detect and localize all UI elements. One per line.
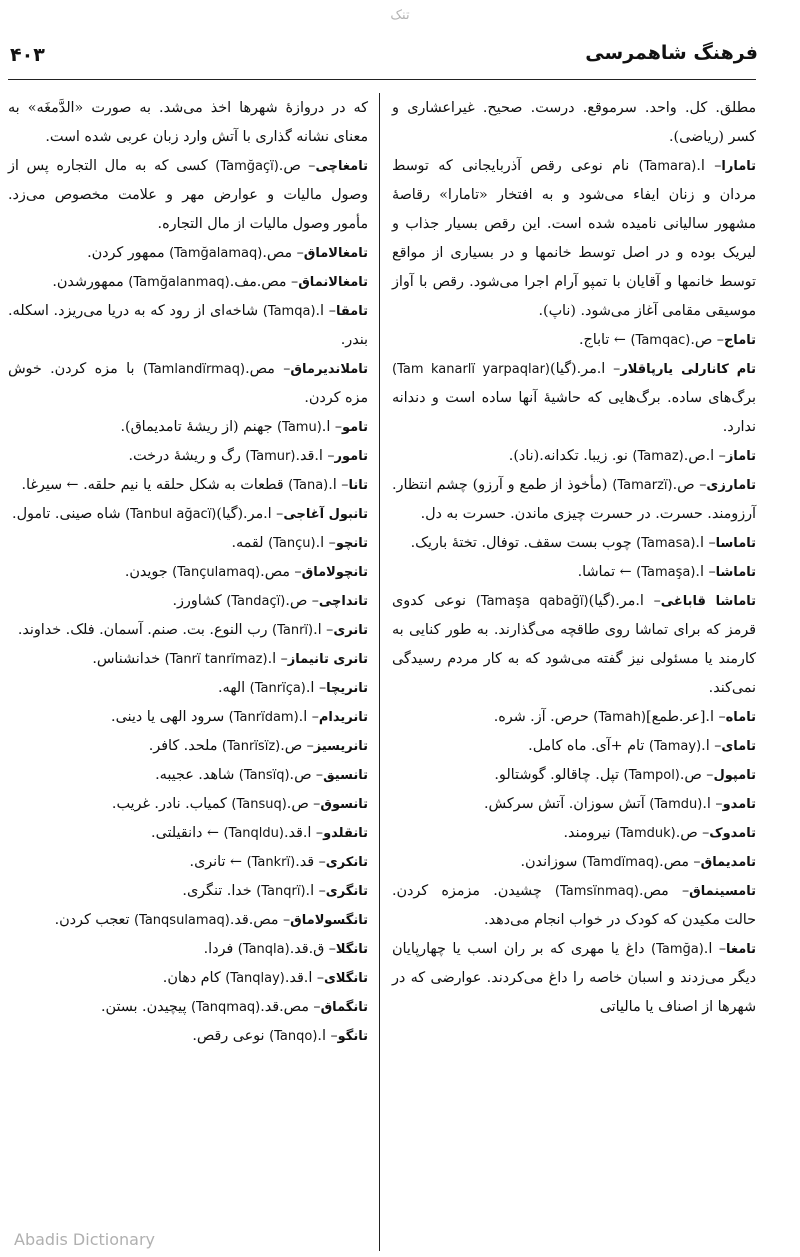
entry-pos: ا.قد. <box>284 970 313 986</box>
entry-headword: تامسینماق <box>689 884 756 899</box>
dictionary-entry: تامدیماق– مص.(Tamdïmaq) سوزاندن. <box>520 854 756 870</box>
entry-definition: سرود الهی یا دینی. <box>111 709 225 725</box>
entry-headword: تانری تانیماز <box>287 652 368 667</box>
entry-headword: تاملاندیرماق <box>290 362 368 377</box>
entry-pos: ا. <box>305 680 315 696</box>
entry-headword: تانریدام <box>318 710 368 725</box>
dictionary-entry: تامارزی– ص.(Tamarzï) (مأخوذ از طمع و آرزو) چشم انتظار. آرزومند. حسرت. در حسرت چیزی ماندن. حسرت به دل. <box>392 477 756 522</box>
entry-definition: الهه. <box>217 680 246 696</box>
dictionary-entry: تانقلدو– ا.قد.(Tanqldu) ← دانقیلتی. <box>151 825 368 841</box>
entry-pos: ا. <box>267 651 277 667</box>
entry-definition: حرص. آز. شره. <box>493 709 589 725</box>
entry-definition: کام دهان. <box>162 970 221 986</box>
entry-latin: (Tanqo) <box>269 1029 318 1044</box>
entry-definition: چوب بست سقف. توفال. تختهٔ باریک. <box>410 535 632 551</box>
dictionary-entry: تامغا– ا.(Tamğa) داغ یا مهری که بر ران اسب یا چهارپایان دیگر می‌زدند و اسبان خاصه را داغ می‌کردند. عوارضی که در شهرها از اصناف یا مالیاتی <box>392 941 756 1015</box>
right-column <box>392 94 756 1022</box>
entry-latin: (Tansuq) <box>231 797 287 812</box>
dictionary-entry: تامای– ا.(Tamay) تام +آی. ماه کامل. <box>528 738 756 754</box>
entry-headword: تامارزی <box>706 478 756 493</box>
entry-latin: (Tançulamaq) <box>172 565 261 580</box>
entry-headword: تامغاچی <box>315 159 368 174</box>
entry-pos: ا. <box>702 796 711 812</box>
entry-headword: تانگو <box>337 1029 368 1044</box>
dictionary-entry: تانبول آغاجی– ا.مر.(گیا)(Tanbul ağacï) شاه صینی. تامول. <box>12 506 368 522</box>
entry-definition: داغ یا مهری که بر ران اسب یا چهارپایان دیگر می‌زدند و اسبان خاصه را داغ می‌کردند. عوارضی که در شهرها از اصناف یا مالیاتی <box>392 941 756 1015</box>
left-column <box>8 94 368 1051</box>
entry-latin: (Tamqac) <box>630 333 691 348</box>
entry-latin: (Tanbul ağacï) <box>125 507 217 522</box>
dictionary-entry: تامسینماق– مص.(Tamsïnmaq) چشیدن. مزمزه کردن. حالت مکیدن که کودک در خواب انجام می‌دهد. <box>392 883 756 928</box>
entry-headword: تامقا <box>335 304 368 319</box>
entry-latin: (Tamaz) <box>632 449 684 464</box>
entry-latin: (Tandaçï) <box>226 594 286 609</box>
dictionary-entry: تاملاندیرماق– مص.(Tamlandïrmaq) با مزه کردن. خوش مزه کردن. <box>8 361 368 406</box>
entry-latin: (Tamqa) <box>262 304 316 319</box>
entry-latin: (Tanqmaq) <box>190 1000 261 1015</box>
dictionary-entry: تانری– ا.(Tanrï) رب النوع. بت. صنم. آسمان. فلک. خداوند. <box>17 622 368 638</box>
entry-pos: مص. <box>659 854 689 870</box>
entry-definition: (مأخوذ از طمع و آرزو) چشم انتظار. آرزومند. حسرت. در حسرت چیزی ماندن. حسرت به دل. <box>392 477 756 522</box>
entry-headword: تامغا <box>725 942 756 957</box>
dictionary-entry: تانکری– قد.(Tankrï) ← تانری. <box>189 854 368 870</box>
entry-definition: آتش سوزان. آتش سرکش. <box>484 796 645 812</box>
entry-definition: تعجب کردن. <box>54 912 130 928</box>
entry-latin: (Tamğalamaq) <box>169 246 263 261</box>
entry-headword: تانگماق <box>320 1000 368 1015</box>
entry-pos: ص. <box>679 767 702 783</box>
dictionary-entry: تانا– ا.(Tana) قطعات به شکل حلقه یا نیم حلقه. ← سیرغا. <box>21 477 368 493</box>
entry-latin: (Tamğa) <box>651 942 704 957</box>
dictionary-entry: تانگسولاماق– مص.قد.(Tanqsulamaq) تعجب کردن. <box>54 912 368 928</box>
entry-latin: (Tana) <box>288 478 329 493</box>
entry-pos: مص.مف. <box>229 274 287 290</box>
entry-latin: (Tanrï tanrïmaz) <box>164 652 268 667</box>
entry-headword: تانداچی <box>318 594 368 609</box>
entry-definition: ممهور کردن. <box>87 245 165 261</box>
entry-headword: تانگلای <box>324 971 368 986</box>
entry-pos: ص. <box>278 158 301 174</box>
entry-latin: (Tanrïdam) <box>228 710 299 725</box>
entry-definition: لقمه. <box>231 535 264 551</box>
entry-pos: ا.ص. <box>683 448 715 464</box>
dictionary-entry: تاماه– ا.[عر.طمع](Tamah) حرص. آز. شره. <box>493 709 756 725</box>
entry-pos: ص. <box>280 738 303 754</box>
book-title: فرهنگ شاهمرسی <box>585 42 758 64</box>
entry-pos: ا.مر.(گیا) <box>216 506 272 522</box>
entry-headword: تانریچا <box>326 681 368 696</box>
entry-latin: (Tamğaçï) <box>215 159 279 174</box>
entry-pos: ص. <box>286 796 309 812</box>
dictionary-entry: تانریچا– ا.(Tanrïça) الهه. <box>217 680 368 696</box>
entry-headword: تانسوق <box>320 797 368 812</box>
entry-pos: مص.قد. <box>229 912 279 928</box>
entry-headword: تانسیق <box>323 768 368 783</box>
entry-latin: (Tamu) <box>276 420 322 435</box>
entry-definition: تام +آی. ماه کامل. <box>528 738 645 754</box>
entry-pos: ا. <box>317 1028 326 1044</box>
entry-definition: کسی که به مال التجاره پس از وصول مالیات و عوارض مهر و علامت مخصوص می‌زد. مأمور وصول مالیات از مال التجاره. <box>8 158 368 232</box>
entry-latin: (Tanrï) <box>272 623 314 638</box>
entry-latin: (Tamasa) <box>636 536 696 551</box>
dictionary-entry: تانداچی– ص.(Tandaçï) کشاورز. <box>172 593 368 609</box>
entry-definition: کشاورز. <box>172 593 222 609</box>
entry-pos: مص.قد. <box>260 999 309 1015</box>
entry-definition: خدانشناس. <box>92 651 161 667</box>
entry-pos: ص. <box>690 332 713 348</box>
dictionary-entry: تاماج– ص.(Tamqac) ← تاباج. <box>578 332 756 348</box>
dictionary-entry <box>8 94 368 152</box>
entry-pos: ا.مر.(گیا) <box>588 593 644 609</box>
entry-pos: ق.قد. <box>289 941 325 957</box>
entry-pos: ا. <box>313 622 322 638</box>
entry-definition: جویدن. <box>124 564 168 580</box>
entry-pos: مص. <box>639 883 669 899</box>
dictionary-entry: تانسیق– ص.(Tansïq) شاهد. عجیبه. <box>155 767 368 783</box>
entry-latin: (Tanrïsïz) <box>221 739 281 754</box>
dictionary-entry: تانگماق– مص.قد.(Tanqmaq) پیچیدن. بستن. <box>101 999 368 1015</box>
dictionary-entry: تانری تانیماز– ا.(Tanrï tanrïmaz) خدانشناس. <box>92 651 368 667</box>
entry-definition: پیچیدن. بستن. <box>101 999 187 1015</box>
entry-definition: که در دروازهٔ شهرها اخذ می‌شد. به صورت «الدَّمغَه» به معنای نشانه گذاری با آتش وارد زبان عربی شده است. <box>8 100 368 145</box>
entry-pos: ص. <box>672 477 695 493</box>
entry-latin: (Tamğalanmaq) <box>128 275 230 290</box>
entry-pos: ا. <box>695 535 704 551</box>
entry-pos: ا. <box>696 158 705 174</box>
entry-definition: با مزه کردن. خوش مزه کردن. <box>8 361 368 406</box>
entry-headword: تانریسیز <box>313 739 368 754</box>
entry-headword: تاماشا قاباغی <box>660 594 757 609</box>
entry-latin: (Tamara) <box>638 159 697 174</box>
dictionary-entry: تامپول– ص.(Tampol) تپل. چاقالو. گوشتالو. <box>494 767 756 783</box>
dictionary-entry: تانچو– ا.(Tançu) لقمه. <box>231 535 368 551</box>
entry-definition: تپل. چاقالو. گوشتالو. <box>494 767 619 783</box>
entry-definition: رگ و ریشهٔ درخت. <box>128 448 241 464</box>
entry-definition: ← دانقیلتی. <box>151 825 219 841</box>
entry-pos: ا. <box>298 709 308 725</box>
header-rule <box>8 79 756 80</box>
entry-headword: تانچولاماق <box>301 565 368 580</box>
entry-definition: شاهد. عجیبه. <box>155 767 235 783</box>
entry-headword: تاماه <box>725 710 756 725</box>
entry-headword: تامغالانماق <box>298 275 368 290</box>
dictionary-entry: تاماز– ا.ص.(Tamaz) نو. زیبا. تکدانه.(ناد). <box>508 448 756 464</box>
entry-headword: تانگلا <box>335 942 368 957</box>
dictionary-entry <box>392 94 756 152</box>
entry-pos: ا. <box>328 477 337 493</box>
entry-latin: (Tansïq) <box>238 768 290 783</box>
entry-definition: شاه صینی. تامول. <box>12 506 121 522</box>
dictionary-entry: تامارا– ا.(Tamara) نام نوعی رقص آذربایجانی که توسط مردان و زنان ایفاء می‌شود و به افتخار «تامارا» رقاصهٔ مشهور سالیانی نامیده شده است. این رقص بسیار جذاب و لیریک بوده و در اصل توسط خانمها و در بسیاری از مواقع توسط خانمها و آقایان با تمپو آرام اجرا می‌شود. رقص با آواز موسیقی مقامی آغاز می‌شود. (ناپ). <box>392 158 757 319</box>
entry-headword: تامغالاماق <box>303 246 368 261</box>
entry-definition: نیرومند. <box>563 825 611 841</box>
entry-latin: (Tam kanarlï yarpaqlar) <box>392 362 550 377</box>
entry-pos: ا. <box>695 564 704 580</box>
entry-latin: (Tamdïmaq) <box>581 855 660 870</box>
entry-latin: (Tanrïça) <box>249 681 306 696</box>
entry-headword: تانگسولاماق <box>290 913 368 928</box>
dictionary-entry: تانگلا– ق.قد.(Tanqla) فردا. <box>203 941 368 957</box>
entry-headword: تانبول آغاجی <box>283 507 368 522</box>
entry-pos: ا.قد. <box>283 825 312 841</box>
entry-headword: تاماسا <box>715 536 756 551</box>
entry-latin: (Tamur) <box>245 449 296 464</box>
entry-headword: تانچو <box>335 536 368 551</box>
entry-latin: (Tamah) <box>593 710 647 725</box>
dictionary-entry: تام کانارلی یارپاقلار– ا.مر.(گیا)(Tam kanarlï yarpaqlar) برگ‌های ساده. برگ‌هایی که حاشیهٔ آنها ساده است و دندانه ندارد. <box>392 361 756 435</box>
page-number: ۴۰۳ <box>10 44 45 66</box>
entry-pos: مص. <box>260 564 290 580</box>
entry-pos: ا.مر.(گیا) <box>550 361 606 377</box>
entry-definition: نو. زیبا. تکدانه.(ناد). <box>508 448 628 464</box>
entry-latin: (Tanqla) <box>237 942 290 957</box>
entry-definition: شاخه‌ای از رود که به دریا می‌ریزد. اسکله. بندر. <box>8 303 368 348</box>
entry-definition: رب النوع. بت. صنم. آسمان. فلک. خداوند. <box>17 622 268 638</box>
entry-headword: تامارا <box>721 159 757 174</box>
dictionary-entry: تاماشا قاباغی– ا.مر.(گیا)(Tamaşa qabağï) نوعی کدوی قرمز که برای تماشا روی طاقچه می‌گذارند. به طور کنایی به کارمند یا مسئولی نیز گفته می‌شود که به کار مردم رسیدگی نمی‌کند. <box>392 593 757 696</box>
entry-headword: تامپول <box>713 768 756 783</box>
entry-headword: تامای <box>721 739 756 754</box>
dictionary-entry: تاماشا– ا.(Tamaşa) ← تماشا. <box>577 564 756 580</box>
entry-headword: تام کانارلی یارپاقلار <box>620 362 756 377</box>
entry-headword: تانقلدو <box>323 826 368 841</box>
dictionary-entry: تانچولاماق– مص.(Tançulamaq) جویدن. <box>124 564 368 580</box>
entry-definition: ← تماشا. <box>577 564 632 580</box>
entry-headword: تامدو <box>722 797 756 812</box>
entry-headword: تامدیماق <box>700 855 756 870</box>
entry-headword: تانکری <box>325 855 368 870</box>
entry-definition: قطعات به شکل حلقه یا نیم حلقه. ← سیرغا. <box>21 477 284 493</box>
dictionary-entry: تامغالاماق– مص.(Tamğalamaq) ممهور کردن. <box>87 245 368 261</box>
entry-latin: (Tanqlay) <box>225 971 285 986</box>
entry-headword: تاماج <box>723 333 756 348</box>
entry-pos: ا. <box>321 419 331 435</box>
dictionary-entry: تانریسیز– ص.(Tanrïsïz) ملحد. کافر. <box>148 738 368 754</box>
entry-latin: (Tankrï) <box>246 855 296 870</box>
entry-latin: (Tamarzï) <box>612 478 673 493</box>
entry-definition: سوزاندن. <box>520 854 578 870</box>
entry-headword: تاماشا <box>715 565 756 580</box>
entry-pos: قد. <box>295 854 315 870</box>
dictionary-entry: تامو– ا.(Tamu) جهنم (از ریشهٔ تامدیماق). <box>120 419 368 435</box>
entry-definition: مطلق. کل. واحد. سرموقع. درست. صحیح. غیراعشاری و کسر (ریاضی). <box>392 100 756 145</box>
watermark: Abadis Dictionary <box>14 1230 155 1249</box>
entry-definition: خدا. تنگری. <box>182 883 252 899</box>
dictionary-entry: تانگری– ا.(Tanqrï) خدا. تنگری. <box>182 883 368 899</box>
entry-headword: تانا <box>348 478 368 493</box>
dictionary-entry: تامور– ا.قد.(Tamur) رگ و ریشهٔ درخت. <box>128 448 368 464</box>
entry-latin: (Tamaşa qabağï) <box>475 594 589 609</box>
dictionary-entry: تامغالانماق– مص.مف.(Tamğalanmaq) ممهورشدن. <box>52 274 368 290</box>
entry-pos: ا. <box>701 738 710 754</box>
entry-definition: کمیاب. نادر. غریب. <box>111 796 227 812</box>
entry-pos: ا.قد. <box>295 448 323 464</box>
entry-latin: (Tamduk) <box>615 826 676 841</box>
entry-definition: جهنم (از ریشهٔ تامدیماق). <box>120 419 273 435</box>
entry-pos: مص. <box>262 245 293 261</box>
entry-pos: ص. <box>675 825 698 841</box>
entry-latin: (Tançu) <box>268 536 316 551</box>
entry-pos: ا.[عر.طمع] <box>646 709 714 725</box>
entry-pos: ا. <box>315 535 325 551</box>
top-word: تنک <box>390 8 410 23</box>
dictionary-entry: تاماسا– ا.(Tamasa) چوب بست سقف. توفال. تختهٔ باریک. <box>410 535 756 551</box>
dictionary-entry: تامدوک– ص.(Tamduk) نیرومند. <box>563 825 756 841</box>
entry-definition: برگ‌های ساده. برگ‌هایی که حاشیهٔ آنها ساده است و دندانه ندارد. <box>392 390 756 435</box>
entry-definition: نوعی رقص. <box>192 1028 265 1044</box>
entry-pos: ص. <box>289 767 312 783</box>
entry-pos: ا. <box>315 303 325 319</box>
entry-latin: (Tamsïnmaq) <box>554 884 639 899</box>
dictionary-entry: تانسوق– ص.(Tansuq) کمیاب. نادر. غریب. <box>111 796 368 812</box>
entry-latin: (Tamay) <box>648 739 702 754</box>
dictionary-entry: تامقا– ا.(Tamqa) شاخه‌ای از رود که به دریا می‌ریزد. اسکله. بندر. <box>8 303 368 348</box>
dictionary-entry: تامغاچی– ص.(Tamğaçï) کسی که به مال التجاره پس از وصول مالیات و عوارض مهر و علامت مخصوص می‌زد. مأمور وصول مالیات از مال التجاره. <box>8 158 368 232</box>
entry-definition: فردا. <box>203 941 234 957</box>
entry-pos: ص. <box>285 593 308 609</box>
entry-latin: (Tanqrï) <box>256 884 306 899</box>
dictionary-entry: تانگو– ا.(Tanqo) نوعی رقص. <box>192 1028 368 1044</box>
entry-definition: ← تاباج. <box>578 332 626 348</box>
entry-headword: تامور <box>334 449 368 464</box>
entry-latin: (Tanqsulamaq) <box>133 913 230 928</box>
entry-definition: ممهورشدن. <box>52 274 124 290</box>
entry-headword: تاماز <box>725 449 756 464</box>
entry-latin: (Tamdu) <box>649 797 703 812</box>
entry-headword: تامدوک <box>709 826 756 841</box>
entry-pos: ا. <box>305 883 315 899</box>
entry-pos: مص. <box>245 361 275 377</box>
entry-latin: (Tampol) <box>623 768 680 783</box>
dictionary-entry: تانگلای– ا.قد.(Tanqlay) کام دهان. <box>162 970 368 986</box>
entry-definition: چشیدن. مزمزه کردن. حالت مکیدن که کودک در خواب انجام می‌دهد. <box>392 883 756 928</box>
entry-headword: تانری <box>333 623 368 638</box>
dictionary-entry: تانریدام– ا.(Tanrïdam) سرود الهی یا دینی. <box>111 709 368 725</box>
entry-latin: (Tamaşa) <box>636 565 696 580</box>
column-divider <box>379 93 380 1251</box>
entry-definition: ملحد. کافر. <box>148 738 218 754</box>
entry-definition: نام نوعی رقص آذربایجانی که توسط مردان و زنان ایفاء می‌شود و به افتخار «تامارا» رقاصهٔ مشهور سالیانی نامیده شده است. این رقص بسیار جذاب و لیریک بوده و در اصل توسط خانمها و در بسیاری از مواقع توسط خانمها و آقایان با تمپو آرام اجرا می‌شود. رقص با آواز موسیقی مقامی آغاز می‌شود. (ناپ). <box>392 158 756 319</box>
entry-pos: ا. <box>703 941 713 957</box>
dictionary-entry: تامدو– ا.(Tamdu) آتش سوزان. آتش سرکش. <box>484 796 756 812</box>
entry-latin: (Tamlandïrmaq) <box>142 362 246 377</box>
entry-definition: نوعی کدوی قرمز که برای تماشا روی طاقچه می‌گذارند. به طور کنایی به کارمند یا مسئولی نیز گفته می‌شود که به کار مردم رسیدگی نمی‌کند. <box>392 593 756 696</box>
entry-headword: تانگری <box>325 884 368 899</box>
entry-headword: تامو <box>342 420 368 435</box>
entry-definition: ← تانری. <box>189 854 243 870</box>
entry-latin: (Tanqldu) <box>223 826 284 841</box>
